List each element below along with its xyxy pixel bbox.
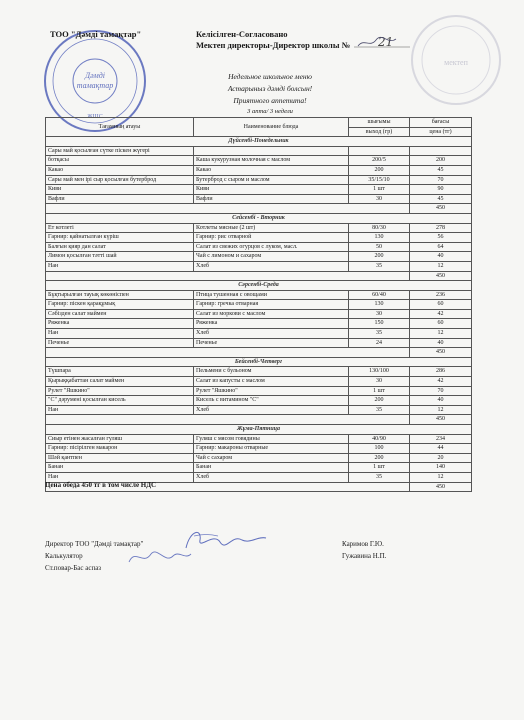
column-header-price-kz: бағасы xyxy=(410,118,472,128)
dish-name-kz: Банан xyxy=(46,463,194,473)
dish-name-kz: Рулет "Яшкино" xyxy=(46,386,194,396)
table-row xyxy=(46,463,472,473)
dish-price: 90 xyxy=(410,185,472,195)
dish-name-kz: Какао xyxy=(46,165,194,175)
dish-price: 12 xyxy=(410,472,472,482)
accountant-signature xyxy=(125,544,195,570)
dish-price: 12 xyxy=(410,261,472,271)
dish-output: 200 xyxy=(349,252,410,262)
dish-price: 44 xyxy=(410,444,472,454)
day-total-row xyxy=(46,271,472,281)
dish-output: 35 xyxy=(349,329,410,339)
dish-output: 35/15/10 xyxy=(349,175,410,185)
table-row xyxy=(46,386,472,396)
dish-name-ru: Гарнир: макароны отварные xyxy=(194,444,349,454)
dish-name-ru: Гуляш с мясом говядины xyxy=(194,434,349,444)
dish-output: 130/100 xyxy=(349,367,410,377)
day-total-price: 450 xyxy=(410,482,472,492)
table-row xyxy=(46,300,472,310)
director-label: Директор ТОО "Дәмді тамақтар" xyxy=(45,540,144,548)
dish-price: 56 xyxy=(410,233,472,243)
dish-name-ru: Кисель с витамином "С" xyxy=(194,396,349,406)
table-row xyxy=(46,223,472,233)
day-header-row xyxy=(46,213,472,223)
dish-price: 278 xyxy=(410,223,472,233)
director-signature-line xyxy=(352,36,412,50)
cook-label: Ст.повар-Бас аспаз xyxy=(45,564,102,572)
company-name: ТОО "Дәмді тамақтар" xyxy=(50,29,142,39)
dish-price: 45 xyxy=(410,194,472,204)
dish-name-kz: Нан xyxy=(46,405,194,415)
day-header-row xyxy=(46,137,472,147)
table-row xyxy=(46,396,472,406)
dish-price xyxy=(410,146,472,156)
dish-name-ru: Хлеб xyxy=(194,261,349,271)
column-header-name-ru: Наименование блюда xyxy=(194,118,349,137)
dish-price: 20 xyxy=(410,453,472,463)
dish-name-ru: Рулет "Яшкино" xyxy=(194,386,349,396)
dish-output: 35 xyxy=(349,472,410,482)
dish-name-kz: Ряженка xyxy=(46,319,194,329)
dish-name-kz: Гарнир: қайнатылған күріш xyxy=(46,233,194,243)
dish-output: 35 xyxy=(349,405,410,415)
dish-price: 60 xyxy=(410,300,472,310)
dish-output: 30 xyxy=(349,377,410,387)
dish-price: 234 xyxy=(410,434,472,444)
table-header-row xyxy=(46,118,472,128)
day-total-row xyxy=(46,204,472,214)
svg-text:тамақтар: тамақтар xyxy=(76,81,114,90)
dish-name-ru: Ряженка xyxy=(194,319,349,329)
school-number: 21 xyxy=(378,35,394,49)
dish-output: 130 xyxy=(349,300,410,310)
menu-greeting-kz: Астарыныз дәмді болсын! xyxy=(227,84,313,93)
table-row xyxy=(46,405,472,415)
dish-price: 40 xyxy=(410,338,472,348)
dish-name-kz: Түшпара xyxy=(46,367,194,377)
table-row xyxy=(46,367,472,377)
dish-output: 200/5 xyxy=(349,156,410,166)
column-header-output-kz: шығымы xyxy=(349,118,410,128)
dish-price: 200 xyxy=(410,156,472,166)
day-title: Жұма-Пятница xyxy=(46,425,472,435)
table-row xyxy=(46,290,472,300)
dish-name-kz: Гарнир: піскен қарақұмық xyxy=(46,300,194,310)
dish-output: 24 xyxy=(349,338,410,348)
day-total-row xyxy=(46,415,472,425)
dish-output: 100 xyxy=(349,444,410,454)
dish-price: 40 xyxy=(410,396,472,406)
day-title: Сейсенбі - Вторник xyxy=(46,213,472,223)
dish-name-ru: Печенье xyxy=(194,338,349,348)
menu-greeting-ru: Приятного аппетита! xyxy=(233,96,307,105)
menu-week: 3 апта/ 3 недели xyxy=(247,108,293,115)
dish-price: 64 xyxy=(410,242,472,252)
school-director-label: Мектеп директоры-Директор школы № xyxy=(196,40,351,50)
menu-title: Недельное школьное меню xyxy=(228,72,312,81)
table-row xyxy=(46,309,472,319)
dish-output: 1 шт xyxy=(349,463,410,473)
director-name: Каримов Г.Ю. xyxy=(342,540,384,548)
dish-name-kz: Лимон қосылған тәтті шай xyxy=(46,252,194,262)
dish-name-ru: Бутерброд с сыром и маслом xyxy=(194,175,349,185)
total-spacer xyxy=(46,204,410,214)
dish-output: 150 xyxy=(349,319,410,329)
dish-output: 200 xyxy=(349,396,410,406)
dish-name-kz: Балғын қияр дан салат xyxy=(46,242,194,252)
dish-name-ru: Какао xyxy=(194,165,349,175)
column-header-output-ru: выход (гр) xyxy=(349,127,410,137)
day-title: Дүйсенбі-Понедельник xyxy=(46,137,472,147)
dish-output: 200 xyxy=(349,165,410,175)
column-header-name-kz: Тағамның атауы xyxy=(46,118,194,137)
day-title: Бейсенбі-Четверг xyxy=(46,357,472,367)
dish-output xyxy=(349,146,410,156)
table-row xyxy=(46,444,472,454)
total-spacer xyxy=(46,415,410,425)
dish-name-ru: Хлеб xyxy=(194,472,349,482)
dish-name-kz: Киви xyxy=(46,185,194,195)
dish-name-ru xyxy=(194,146,349,156)
dish-name-kz: Бұқтырылған тауық көкөніспен xyxy=(46,290,194,300)
dish-price: 40 xyxy=(410,252,472,262)
dish-name-ru: Пельмени с бульоном xyxy=(194,367,349,377)
svg-text:Дәмді: Дәмді xyxy=(84,71,106,80)
dish-name-ru: Чай с сахаром xyxy=(194,453,349,463)
dish-name-kz: Нан xyxy=(46,261,194,271)
dish-price: 12 xyxy=(410,405,472,415)
dish-name-kz: Сиыр етінен жасалған гуляш xyxy=(46,434,194,444)
dish-name-ru: Каша кукурузная молочная с маслом xyxy=(194,156,349,166)
table-row xyxy=(46,261,472,271)
dish-price: 140 xyxy=(410,463,472,473)
table-row xyxy=(46,233,472,243)
dish-output: 40/90 xyxy=(349,434,410,444)
table-row xyxy=(46,338,472,348)
table-row xyxy=(46,319,472,329)
table-row xyxy=(46,146,472,156)
day-title: Сәрсенбі-Среда xyxy=(46,281,472,291)
svg-text:мектеп: мектеп xyxy=(444,58,468,67)
table-row xyxy=(46,329,472,339)
day-total-price: 450 xyxy=(410,415,472,425)
dish-name-kz: Печенье xyxy=(46,338,194,348)
dish-name-ru: Гарнир: гречка отварная xyxy=(194,300,349,310)
dish-name-ru: Салат из моркови с маслом xyxy=(194,309,349,319)
lunch-price-note: Цена обеда 450 тг в том числе НДС xyxy=(45,481,157,489)
dish-name-kz: Қырыққабаттан салат маймен xyxy=(46,377,194,387)
dish-price: 42 xyxy=(410,377,472,387)
dish-price: 286 xyxy=(410,367,472,377)
dish-name-kz: Сары май қосылған сүтке піскен жүгері xyxy=(46,146,194,156)
dish-output: 30 xyxy=(349,194,410,204)
dish-name-ru: Хлеб xyxy=(194,329,349,339)
table-row xyxy=(46,377,472,387)
dish-output: 200 xyxy=(349,453,410,463)
dish-name-kz: Гарнир: пісірілген макарон xyxy=(46,444,194,454)
dish-price: 70 xyxy=(410,386,472,396)
dish-name-ru: Хлеб xyxy=(194,405,349,415)
total-spacer xyxy=(46,271,410,281)
menu-table xyxy=(45,117,472,492)
day-header-row xyxy=(46,281,472,291)
approval-label: Келісілген-Согласовано xyxy=(196,29,288,39)
dish-name-ru: Птица тушенная с овощами xyxy=(194,290,349,300)
dish-name-kz: ботқасы xyxy=(46,156,194,166)
dish-output: 30 xyxy=(349,309,410,319)
accountant-label: Калькулятор xyxy=(45,552,83,560)
dish-price: 45 xyxy=(410,165,472,175)
accountant-name: Гужавина Н.П. xyxy=(342,552,387,560)
dish-name-ru: Банан xyxy=(194,463,349,473)
day-header-row xyxy=(46,425,472,435)
dish-price: 70 xyxy=(410,175,472,185)
dish-name-ru: Вафли xyxy=(194,194,349,204)
table-row xyxy=(46,185,472,195)
dish-output: 130 xyxy=(349,233,410,243)
svg-text:ЖШС: ЖШС xyxy=(87,114,103,120)
dish-price: 12 xyxy=(410,329,472,339)
dish-name-kz: "С" дәрумені қосылған кисель xyxy=(46,396,194,406)
day-header-row xyxy=(46,357,472,367)
dish-price: 236 xyxy=(410,290,472,300)
dish-name-kz: Сары май мен ірі сыр қосылған бутерброд xyxy=(46,175,194,185)
total-spacer xyxy=(46,348,410,358)
column-header-price-ru: цена (тг) xyxy=(410,127,472,137)
dish-name-ru: Салат из свежих огурцов с луком, масл. xyxy=(194,242,349,252)
dish-name-kz: Нан xyxy=(46,329,194,339)
dish-name-kz: Нан xyxy=(46,472,194,482)
dish-name-ru: Котлеты мясные (2 шт) xyxy=(194,223,349,233)
day-total-price: 450 xyxy=(410,204,472,214)
dish-name-kz: Ет котлеті xyxy=(46,223,194,233)
dish-output: 35 xyxy=(349,261,410,271)
dish-name-ru: Гарнир: рис отварной xyxy=(194,233,349,243)
dish-price: 42 xyxy=(410,309,472,319)
dish-output: 1 шт xyxy=(349,386,410,396)
table-row xyxy=(46,453,472,463)
dish-name-ru: Салат из капусты с маслом xyxy=(194,377,349,387)
table-row xyxy=(46,242,472,252)
dish-output: 50 xyxy=(349,242,410,252)
dish-price: 60 xyxy=(410,319,472,329)
dish-name-kz: Вафли xyxy=(46,194,194,204)
dish-output: 60/40 xyxy=(349,290,410,300)
table-row xyxy=(46,175,472,185)
dish-name-kz: Сәбізден салат маймен xyxy=(46,309,194,319)
day-total-price: 450 xyxy=(410,348,472,358)
dish-output: 1 шт xyxy=(349,185,410,195)
day-total-row xyxy=(46,348,472,358)
day-total-price: 450 xyxy=(410,271,472,281)
table-row xyxy=(46,165,472,175)
dish-name-kz: Шәй қантпен xyxy=(46,453,194,463)
table-row xyxy=(46,252,472,262)
table-row xyxy=(46,194,472,204)
dish-name-ru: Чай с лимоном и сахаром xyxy=(194,252,349,262)
table-row xyxy=(46,434,472,444)
table-row xyxy=(46,156,472,166)
dish-name-ru: Киви xyxy=(194,185,349,195)
dish-output: 80/30 xyxy=(349,223,410,233)
